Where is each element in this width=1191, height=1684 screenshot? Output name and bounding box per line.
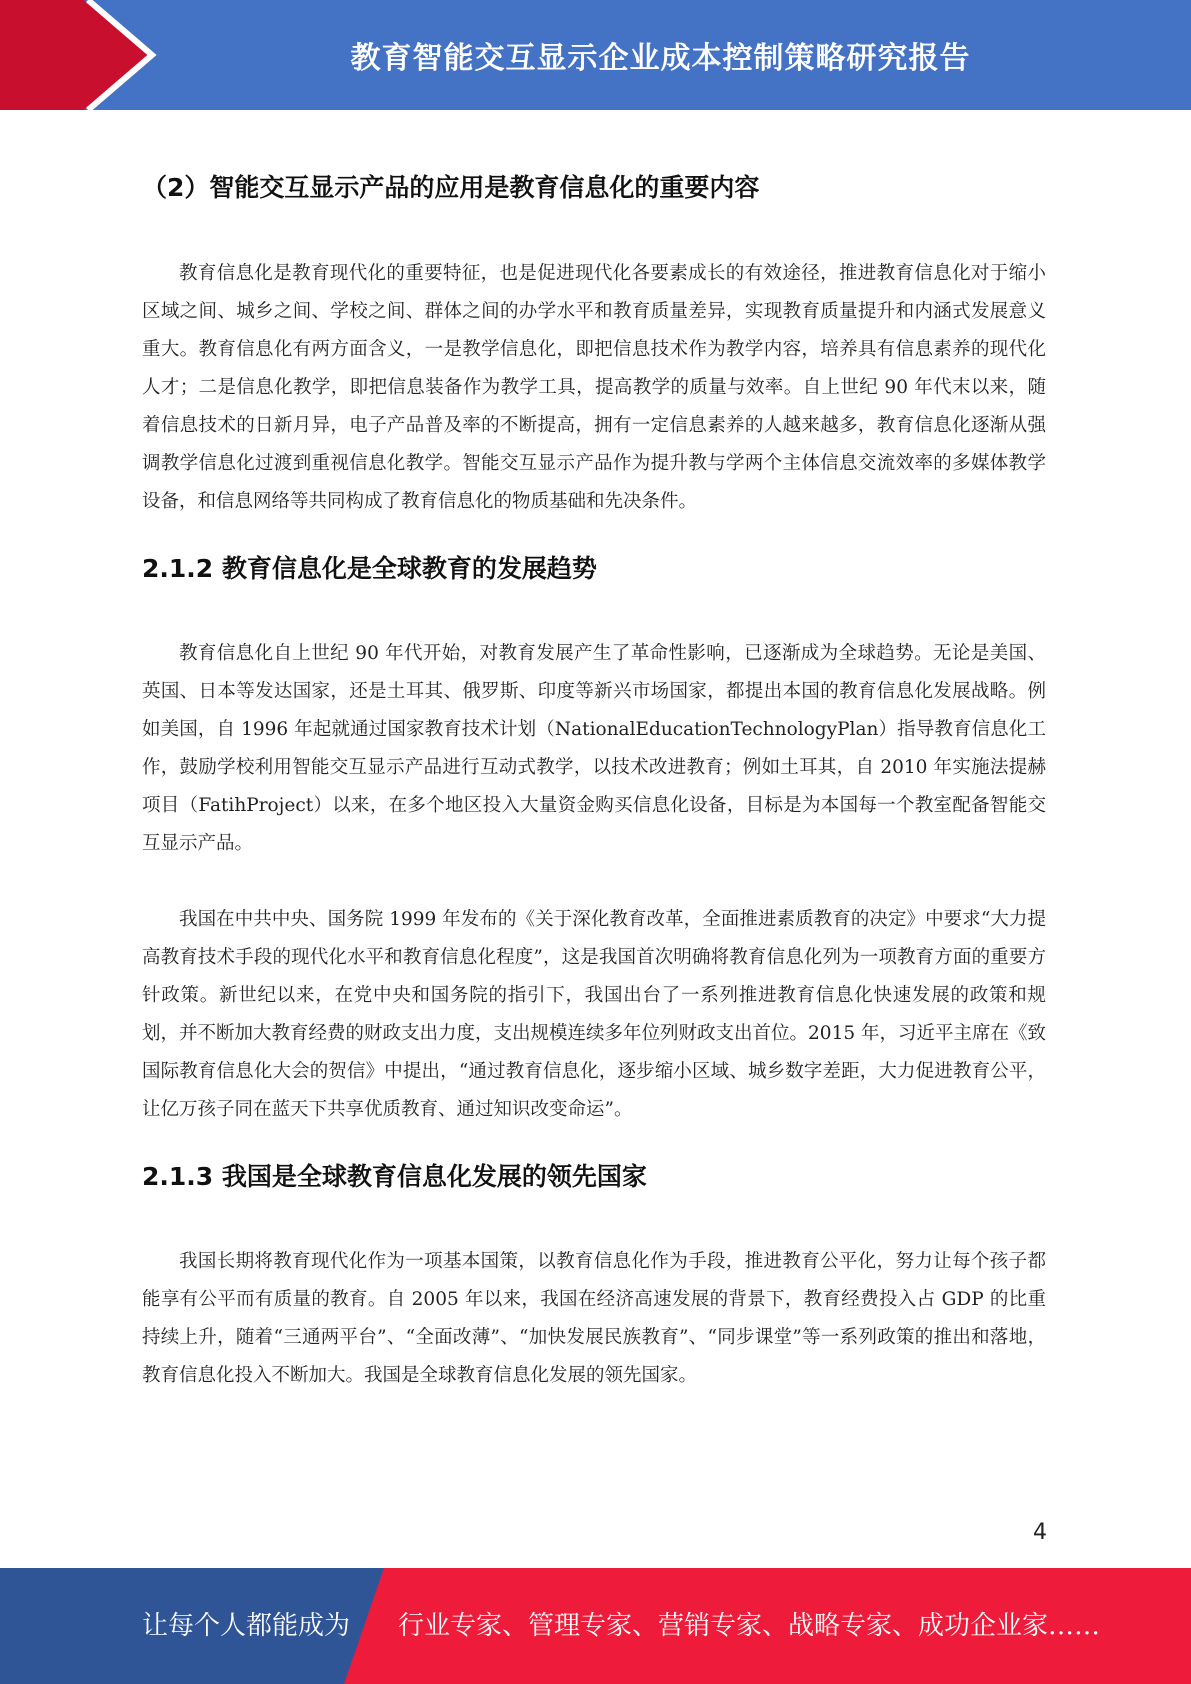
page-header [0, 0, 1191, 110]
section-heading-2-1-2: 2.1.2 教育信息化是全球教育的发展趋势 [142, 554, 597, 583]
paragraph-china-policy: 我国在中共中央、国务院 1999 年发布的《关于深化教育改革，全面推进素质教育的决定》中要求“大力提高教育技术手段的现代化水平和教育信息化程度”，这是我国首次明确将教育信息化列为一项教育方面的重要方针政策。新世纪以来，在党中央和国务院的指引下，我国出台了一系列推进教育信息化快速发展的政策和规划，并不断加大教育经费的财政支出力度，支出规模连续多年位列财政支出首位。2015 年，习近平主席在《致国际教育信息化大会的贺信》中提出，“通过教育信息化，逐步缩小区域、城乡数字差距，大力促进教育公平，让亿万孩子同在蓝天下共享优质教育、通过知识改变命运”。 [142, 909, 1046, 1120]
paragraph-china-leading: 我国长期将教育现代化作为一项基本国策，以教育信息化作为手段，推进教育公平化，努力让每个孩子都能享有公平而有质量的教育。自 2005 年以来，我国在经济高速发展的背景下，教育经费投入占 GDP 的比重持续上升，随着“三通两平台”、“全面改薄”、“加快发展民族教育”、“同步课堂”等一系列政策的推出和落地，教育信息化投入不断加大。我国是全球教育信息化发展的领先国家。 [142, 1251, 1046, 1386]
paragraph-global-trend: 教育信息化自上世纪 90 年代开始，对教育发展产生了革命性影响，已逐渐成为全球趋势。无论是美国、英国、日本等发达国家，还是土耳其、俄罗斯、印度等新兴市场国家，都提出本国的教育信息化发展战略。例如美国，自 1996 年起就通过国家教育技术计划（NationalEducationTechnologyPlan）指导教育信息化工作，鼓励学校利用智能交互显示产品进行互动式教学，以技术改进教育；例如土耳其，自 2010 年实施法提赫项目（FatihProject）以来，在多个地区投入大量资金购买信息化设备，目标是为本国每一个教室配备智能交互显示产品。 [142, 643, 1046, 854]
subsection-heading-2: （2）智能交互显示产品的应用是教育信息化的重要内容 [142, 173, 760, 202]
document-body [142, 160, 1046, 1395]
header-title: 教育智能交互显示企业成本控制策略研究报告 [350, 41, 971, 76]
footer-slogan-left: 让每个人都能成为 [142, 1611, 351, 1641]
page-footer [0, 1568, 1191, 1684]
footer-slogan-right: 行业专家、管理专家、营销专家、战略专家、成功企业家…… [398, 1611, 1101, 1641]
section-heading-2-1-3: 2.1.3 我国是全球教育信息化发展的领先国家 [142, 1162, 647, 1191]
page-number: 4 [1033, 1520, 1047, 1545]
paragraph-education-informatization: 教育信息化是教育现代化的重要特征，也是促进现代化各要素成长的有效途径，推进教育信息化对于缩小区域之间、城乡之间、学校之间、群体之间的办学水平和教育质量差异，实现教育质量提升和内涵式发展意义重大。教育信息化有两方面含义，一是教学信息化，即把信息技术作为教学内容，培养具有信息素养的现代化人才；二是信息化教学，即把信息装备作为教学工具，提高教学的质量与效率。自上世纪 90 年代末以来，随着信息技术的日新月异，电子产品普及率的不断提高，拥有一定信息素养的人越来越多，教育信息化逐渐从强调教学信息化过渡到重视信息化教学。智能交互显示产品作为提升教与学两个主体信息交流效率的多媒体教学设备，和信息网络等共同构成了教育信息化的物质基础和先决条件。 [142, 263, 1046, 512]
